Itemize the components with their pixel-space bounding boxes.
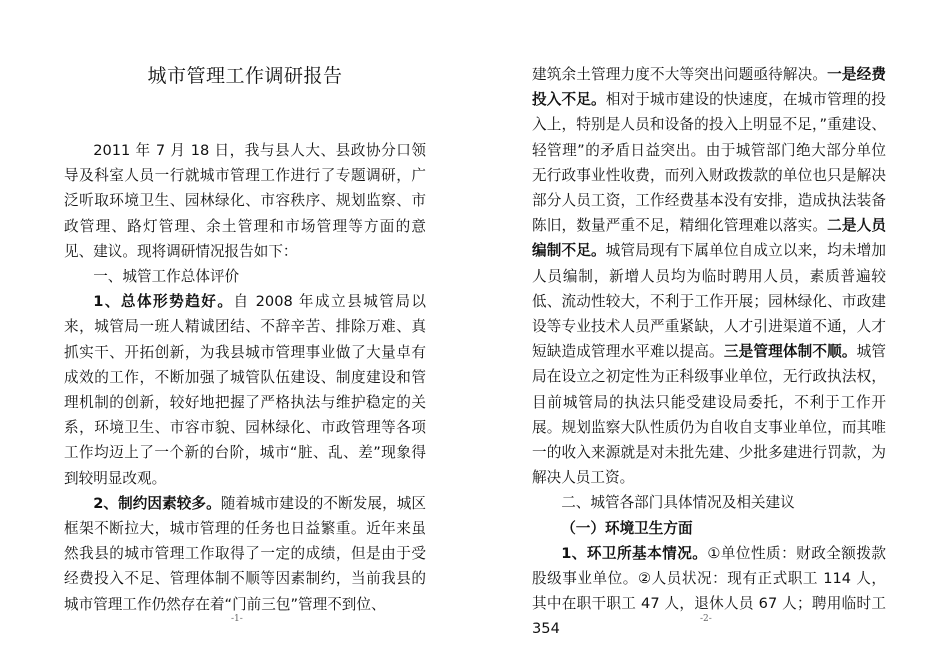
item-one-heading: 1、总体形势趋好。: [93, 293, 234, 311]
item-one-text: 自 2008 年成立县城管局以来，城管局一班人精诚团结、不辞辛苦、排除万难、真抓实干、开拓创新，为我县城市管理事业做了大量卓有成效的工作，不断加强了城管队伍建设、制度建设和管理机制的创新，较好地把握了严格执法与维护稳定的关系，环境卫生、市容市貌、园林绿化、市政管理等各项工作均迈上了一个新的台阶，城市“脏、乱、差”现象得到较明显改观。: [64, 293, 427, 487]
section-one-heading: 一、城管工作总体评价: [93, 268, 240, 286]
continuation-paragraph: [532, 62, 886, 490]
document-title: 城市管理工作调研报告: [147, 65, 343, 87]
sanitation-heading: 1、环卫所基本情况。: [561, 544, 708, 562]
subsection-one-title: （一）环境卫生方面: [561, 519, 693, 537]
subsection-one-heading: [532, 516, 886, 541]
point-three-text: 城管局在设立之初定性为正科级事业单位，无行政执法权，目前城管局的执法只能受建设局委托，不利于工作开展。规划监察大队性质仍为自收自支事业单位，而其唯一的收入来源就是对未批先建、少批多建进行罚款，为解决人员工资。: [532, 343, 886, 487]
intro-paragraph: 2011 年 7 月 18 日，我与县人大、县政协分口领导及科室人员一行就城市管理工作进行了专题调研，广泛听取环境卫生、园林绿化、市容秩序、规划监察、市政管理、路灯管理、余土管理和市场管理等方面的意见、建议。现将调研情况报告如下：: [64, 142, 426, 260]
point-one-heading: 一是经费投入不足。: [532, 66, 886, 109]
item-two-heading: 2、制约因素较多。: [93, 494, 221, 512]
page-number-right: -2-: [700, 614, 712, 624]
point-two-heading: 二是人员编制不足。: [532, 217, 886, 260]
page-number-left: -1-: [231, 614, 243, 624]
page-two: [532, 62, 886, 642]
point-three-heading: 三是管理体制不顺。: [723, 343, 857, 361]
point-two-text: 城管局现有下属单位自成立以来，均未增加人员编制，新增人员均为临时聘用人员，素质普遍较低、流动性较大，不利于工作开展；园林绿化、市政建设等专业技术人员严重紧缺，人才引进渠道不通，人才短缺造成管理水平难以提高。: [532, 242, 886, 361]
section-two-heading: 二、城管各部门具体情况及相关建议: [561, 494, 795, 512]
item-two-text: 随着城市建设的不断发展，城区框架不断拉大，城市管理的任务也日益繁重。近年来虽然我县的城市管理工作取得了一定的成绩，但是由于受经费投入不足、管理体制不顺等因素制约，当前我县的城市管理工作仍然存在着“门前三包”管理不到位、: [64, 494, 426, 613]
page-one: [64, 55, 426, 617]
point-one-text: 相对于城市建设的快速度，在城市管理的投入上，特别是人员和设备的投入上明显不足，”重建设、轻管理”的矛盾日益突出。由于城管部门绝大部分单位无行政事业性收费，而列入财政拨款的单位也只是解决部分人员工资，工作经费基本没有安排，造成执法装备陈旧，数量严重不足，精细化管理难以落实。: [532, 91, 886, 235]
sanitation-text: ①单位性质：财政全额拨款股级事业单位。②人员状况：现有正式职工 114 人，其中在职干职工 47 人，退休人员 67 人；聘用临时工 354: [532, 544, 887, 638]
item-two-paragraph: [64, 491, 426, 617]
continuation-text: 建筑余土管理力度不大等突出问题亟待解决。: [532, 66, 828, 83]
sanitation-paragraph: [532, 541, 886, 642]
item-one-paragraph: [64, 289, 426, 491]
